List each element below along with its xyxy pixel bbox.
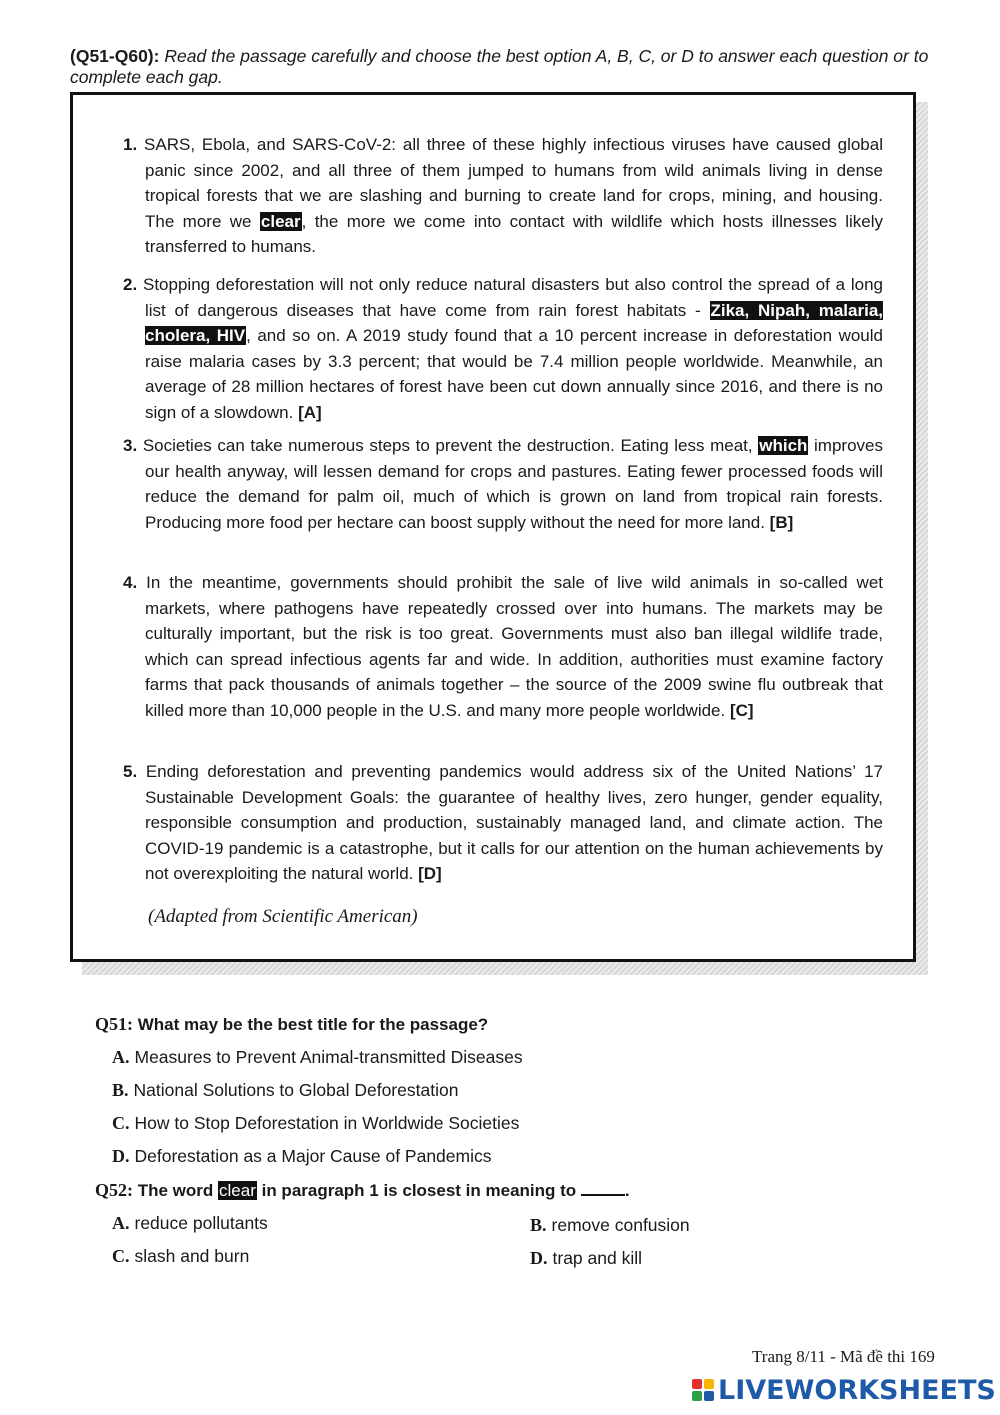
gap-marker-c: [C] [729, 700, 754, 720]
paragraph-4 [123, 570, 883, 723]
logo-square [692, 1391, 702, 1401]
paragraph-number: 5. [123, 762, 138, 781]
gap-marker-a: [A] [298, 402, 322, 422]
option-text: Measures to Prevent Animal-transmitted Diseases [134, 1047, 523, 1067]
paragraph-text: , the more we come into contact with wildlife which hosts illnesses likely transferred to humans. [145, 211, 884, 256]
option-letter: C. [112, 1113, 130, 1133]
q52-option-a[interactable] [112, 1213, 268, 1234]
option-text: slash and burn [134, 1246, 250, 1266]
option-letter: D. [530, 1248, 548, 1268]
stem-end: . [624, 1181, 630, 1200]
paragraph-3 [123, 433, 883, 535]
question-stem: in paragraph 1 is closest in meaning to [256, 1181, 581, 1200]
source-citation: (Adapted from Scientific American) [148, 906, 418, 927]
paragraph-text: Stopping deforestation will not only reduce natural disasters but also control the spread of a long list of dangerous diseases that have come from rain forest habitats - [143, 275, 883, 320]
reading-passage [70, 92, 916, 962]
logo-square [704, 1391, 714, 1401]
paragraph-text: In the meantime, governments should prohibit the sale of live wild animals in so-called wet markets, where pathogens have repeatedly crossed over into humans. The markets may be culturally important, but the risk is too great. Governments must also ban illegal wildlife trade, which can spread infectious agents far and wide. In addition, authorities must examine factory farms that pack thousands of animals together – the source of the 2009 swine flu outbreak that killed more than 10,000 people in the U.S. and many more people worldwide. [145, 573, 883, 720]
option-text: reduce pollutants [134, 1213, 268, 1233]
paragraph-5 [123, 759, 883, 887]
instruction-text: Read the passage carefully and choose the best option A, B, C, or D to answer each question or to complete each gap. [70, 46, 929, 87]
logo-square [692, 1379, 702, 1389]
option-text: National Solutions to Global Deforestation [133, 1080, 459, 1100]
gap-marker-d: [D] [418, 864, 442, 883]
instructions-header [70, 46, 960, 88]
option-letter: D. [112, 1146, 130, 1166]
highlight-clear: clear [219, 1181, 256, 1200]
q52-option-c[interactable] [112, 1246, 249, 1267]
q51-option-d[interactable] [112, 1146, 491, 1167]
liveworksheets-brand [692, 1373, 996, 1407]
option-letter: C. [112, 1246, 130, 1266]
option-letter: B. [530, 1215, 547, 1235]
paragraph-text: improves our health anyway, will lessen demand for crops and pastures. Eating fewer processed foods will reduce the demand for palm oil, much of which is grown on land from tropical rain forests. Producing more food per hectare can boost supply without the need for more land. [145, 436, 883, 532]
page-footer: Trang 8/11 - Mã đề thi 169 [752, 1347, 935, 1366]
paragraph-text: SARS, Ebola, and SARS-CoV-2: all three of these highly infectious viruses have caused global panic since 2002, and all three of them jumped to humans from wild animals living in dense tropical forests that we are slashing and burning to create land for crops, mining, and housing. The more we [144, 135, 883, 231]
paragraph-1 [123, 132, 883, 260]
paragraph-text: Societies can take numerous steps to prevent the destruction. Eating less meat, [142, 436, 759, 455]
q52-option-b[interactable] [530, 1215, 690, 1236]
paragraph-text: Ending deforestation and preventing pandemics would address six of the United Nations’ 17 Sustainable Development Goals: the guarantee of healthy lives, zero hunger, gender equality, responsible consumption and production, sustainably managed land, and climate action. The COVID-19 pandemic is a catastrophe, but it calls for our attention on the human achievements by not overexploiting the natural world. [145, 762, 883, 883]
answer-blank [581, 1180, 625, 1196]
q51-option-c[interactable] [112, 1113, 519, 1134]
question-stem: What may be the best title for the passage? [137, 1015, 489, 1034]
highlight-which: which [759, 436, 808, 455]
option-text: trap and kill [552, 1248, 642, 1268]
question-51 [95, 1014, 488, 1035]
option-letter: A. [112, 1047, 130, 1067]
option-text: remove confusion [551, 1215, 690, 1235]
q51-option-b[interactable] [112, 1080, 458, 1101]
question-number: Q52: [95, 1180, 133, 1200]
paragraph-number: 2. [123, 275, 138, 294]
paragraph-number: 1. [123, 135, 138, 154]
highlight-clear: clear [260, 211, 301, 231]
paragraph-number: 4. [123, 573, 138, 592]
paragraph-text: , and so on. A 2019 study found that a 10 percent increase in deforestation would raise malaria cases by 3.3 percent; that would be 7.4 million people worldwide. Meanwhile, an average of 28 million hectares of forest have been cut down annually since 2016, and there is no sign of a slowdown. [145, 326, 883, 422]
paragraph-number: 3. [123, 436, 138, 455]
q51-option-a[interactable] [112, 1047, 523, 1068]
question-52 [95, 1180, 630, 1201]
option-letter: B. [112, 1080, 129, 1100]
q52-option-d[interactable] [530, 1248, 642, 1269]
question-range: (Q51-Q60): [70, 46, 160, 66]
option-text: Deforestation as a Major Cause of Pandemics [134, 1146, 492, 1166]
logo-square [704, 1379, 714, 1389]
highlight-diseases: Zika, Nipah, malaria, cholera, HIV [145, 300, 883, 345]
gap-marker-b: [B] [769, 512, 794, 532]
paragraph-2 [123, 272, 883, 425]
brand-name: LIVEWORKSHEETS [718, 1374, 996, 1406]
question-number: Q51: [95, 1014, 133, 1034]
option-letter: A. [112, 1213, 130, 1233]
liveworksheets-logo-icon [692, 1379, 714, 1401]
question-stem: The word [137, 1181, 219, 1200]
option-text: How to Stop Deforestation in Worldwide Societies [134, 1113, 520, 1133]
